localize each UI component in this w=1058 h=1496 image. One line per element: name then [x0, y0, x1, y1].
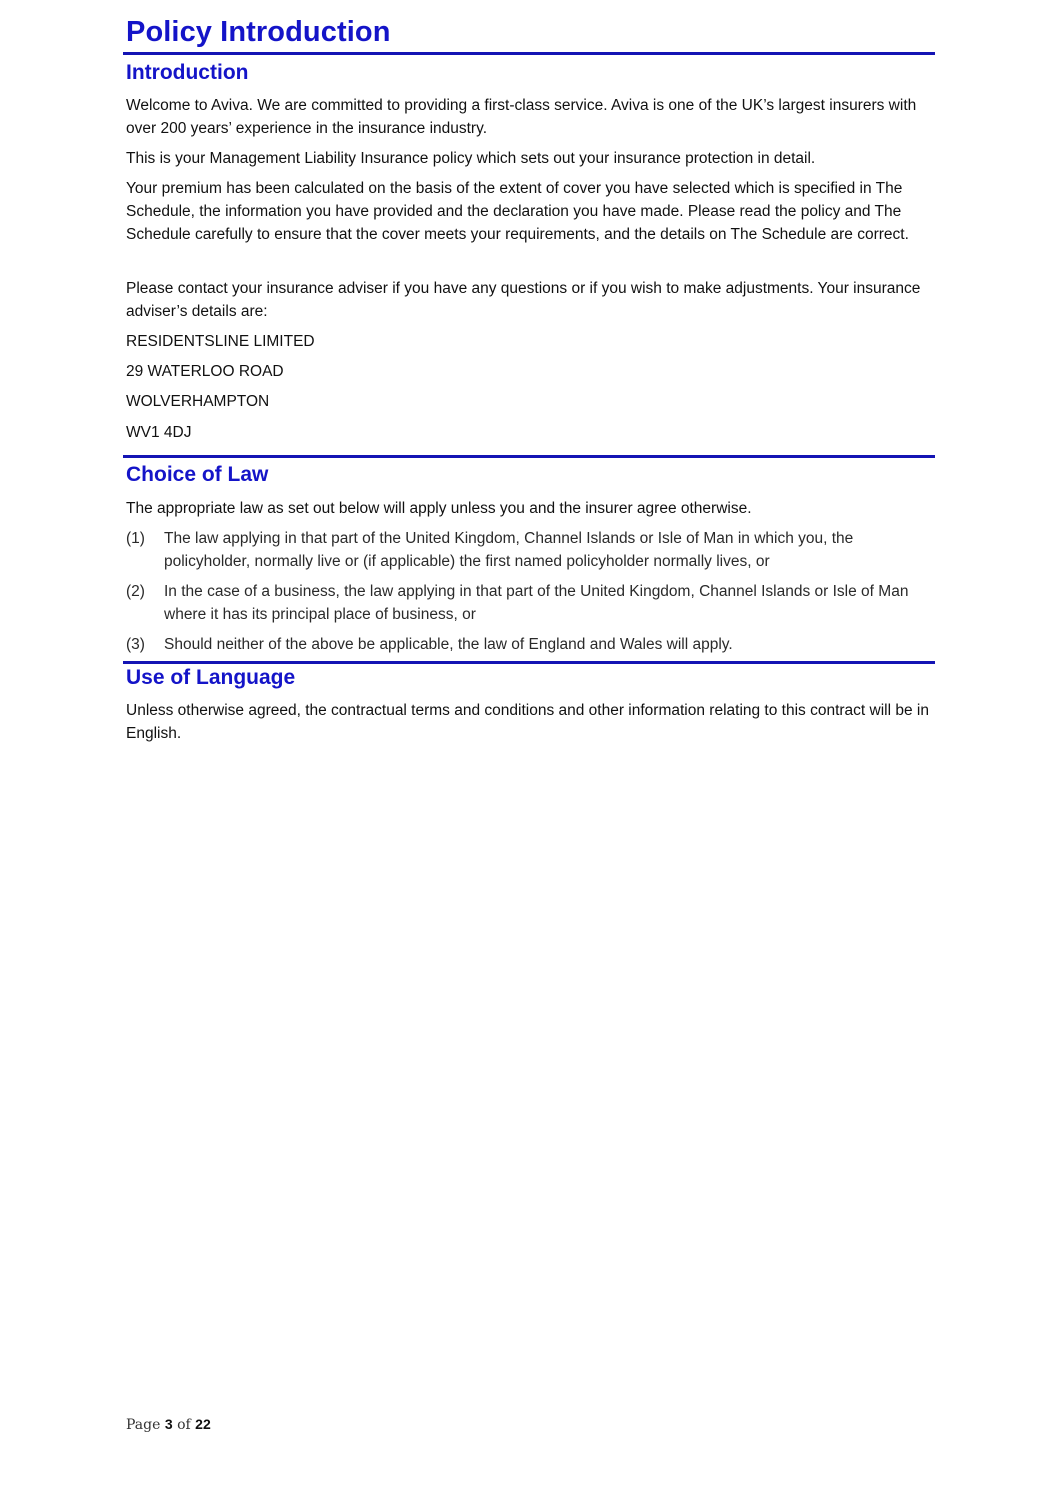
- choice-of-law-intro: The appropriate law as set out below will apply unless you and the insurer agree otherwise.: [126, 500, 752, 517]
- adviser-name: RESIDENTSLINE LIMITED: [126, 333, 315, 350]
- introduction-heading: Introduction: [126, 61, 249, 84]
- intro-paragraph-4: Please contact your insurance adviser if you have any questions or if you wish to make adjustments. Your insurance adviser’s details are:: [126, 280, 921, 320]
- choice-of-law-heading: Choice of Law: [126, 463, 269, 486]
- adviser-street: 29 WATERLOO ROAD: [126, 363, 284, 380]
- choice-of-law-rule: [123, 455, 935, 458]
- intro-paragraph-2: This is your Management Liability Insurance policy which sets out your insurance protection in detail.: [126, 150, 816, 167]
- page-title: Policy Introduction: [126, 16, 391, 48]
- title-rule: [123, 52, 935, 55]
- intro-paragraph-1: Welcome to Aviva. We are committed to providing a first-class service. Aviva is one of the UK’s largest insurers with over 200 years’ experience in the insurance industry.: [126, 97, 917, 137]
- adviser-postcode: WV1 4DJ: [126, 424, 192, 441]
- list-item-text: Should neither of the above be applicable, the law of England and Wales will apply.: [164, 636, 733, 653]
- use-of-language-heading: Use of Language: [126, 666, 296, 689]
- footer-of-word: of: [177, 1417, 191, 1433]
- list-item-number: (2): [126, 583, 145, 600]
- adviser-city: WOLVERHAMPTON: [126, 393, 270, 410]
- footer-page-current: 3: [164, 1416, 173, 1432]
- page-footer: [126, 1416, 211, 1433]
- footer-page-word: Page: [126, 1417, 161, 1433]
- footer-page-total: 22: [195, 1416, 211, 1432]
- list-item-text: In the case of a business, the law applying in that part of the United Kingdom, Channel Islands or Isle of Man where it has its principal place of business, or: [164, 583, 909, 623]
- intro-paragraph-3: Your premium has been calculated on the basis of the extent of cover you have selected which is specified in The Schedule, the information you have provided and the declaration you have made. Please read the policy and The Schedule carefully to ensure that the cover meets your requirements, and the details on The Schedule are correct.: [126, 180, 909, 243]
- list-item-text: The law applying in that part of the United Kingdom, Channel Islands or Isle of Man in which you, the policyholder, normally live or (if applicable) the first named policyholder normally lives, or: [164, 530, 854, 570]
- use-of-language-text: Unless otherwise agreed, the contractual terms and conditions and other information relating to this contract will be in English.: [126, 702, 929, 742]
- list-item-number: (3): [126, 636, 145, 653]
- use-of-language-rule: [123, 661, 935, 664]
- list-item-number: (1): [126, 530, 145, 547]
